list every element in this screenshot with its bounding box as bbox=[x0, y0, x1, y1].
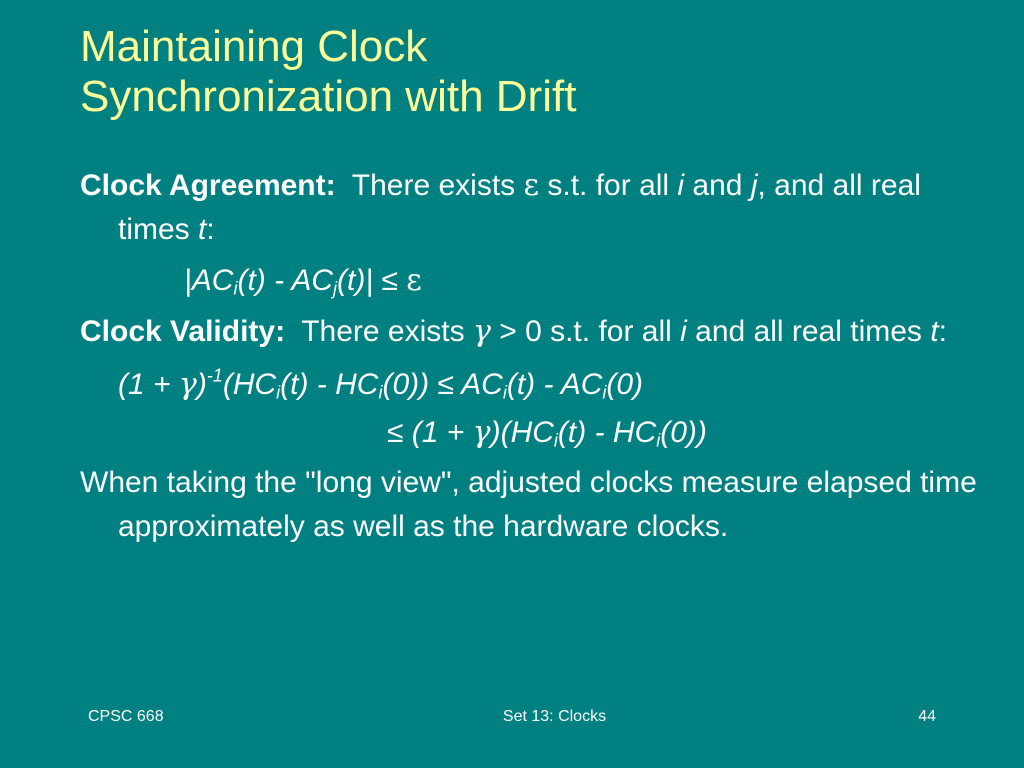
validity-equation-line-2 bbox=[80, 411, 980, 455]
clock-agreement-paragraph bbox=[80, 164, 980, 252]
var-j: j bbox=[750, 169, 758, 202]
eq-part: )(HC bbox=[490, 416, 554, 449]
eq-part: (t) - AC bbox=[506, 368, 603, 401]
superscript: -1 bbox=[206, 365, 223, 386]
subscript: i bbox=[502, 382, 507, 403]
eq-part: (0) bbox=[606, 368, 644, 401]
var-t: t bbox=[198, 213, 207, 246]
text: , and all real times bbox=[118, 169, 921, 246]
eq-part: (t) - HC bbox=[280, 368, 379, 401]
gamma-symbol: γ bbox=[472, 415, 491, 450]
agreement-equation bbox=[80, 259, 980, 303]
subscript: i bbox=[602, 382, 607, 403]
eq-part: (0)) ≤ AC bbox=[382, 368, 503, 401]
gamma-symbol: γ bbox=[472, 314, 491, 349]
eq-part: (t) - HC bbox=[557, 416, 657, 449]
text: : bbox=[206, 213, 215, 246]
slide-body bbox=[80, 164, 980, 549]
text: > 0 s.t. for all bbox=[490, 315, 681, 348]
eq-part: (t)| bbox=[337, 264, 382, 297]
eq-part: ≤ (1 + bbox=[387, 416, 473, 449]
var-t: t bbox=[930, 315, 939, 348]
text: s.t. for all bbox=[539, 169, 678, 202]
subscript: i bbox=[553, 430, 558, 451]
subscript: i bbox=[378, 382, 383, 403]
text: and bbox=[684, 169, 751, 202]
subscript: i bbox=[276, 382, 281, 403]
title-line-1: Maintaining Clock bbox=[80, 22, 428, 71]
eq-part: |AC bbox=[184, 264, 234, 297]
var-i: i bbox=[680, 315, 687, 348]
eq-part: (0)) bbox=[660, 416, 707, 449]
title-line-2: Synchronization with Drift bbox=[80, 72, 577, 121]
subscript: i bbox=[233, 278, 238, 299]
epsilon-symbol: ε bbox=[406, 263, 422, 298]
text: There exists bbox=[351, 169, 524, 202]
text: There exists bbox=[301, 315, 473, 348]
gamma-symbol: γ bbox=[178, 367, 197, 402]
subscript: j bbox=[333, 278, 338, 299]
clock-validity-paragraph bbox=[80, 310, 980, 354]
eq-part: (t) - AC bbox=[237, 264, 334, 297]
long-view-paragraph: When taking the "long view", adjusted clocks measure elapsed time approximately as well as the hardware clocks. bbox=[80, 466, 977, 543]
text: : bbox=[938, 315, 947, 348]
validity-equation-line-1 bbox=[80, 363, 980, 407]
clock-validity-label: Clock Validity: bbox=[80, 315, 286, 348]
epsilon-symbol: ε bbox=[523, 168, 540, 203]
text: and all real times bbox=[686, 315, 931, 348]
leq-symbol: ≤ bbox=[381, 264, 407, 297]
var-i: i bbox=[677, 169, 685, 202]
footer-page-number: 44 bbox=[918, 708, 936, 725]
footer-set: Set 13: Clocks bbox=[502, 708, 607, 725]
clock-agreement-label: Clock Agreement: bbox=[80, 169, 336, 202]
subscript: i bbox=[656, 430, 661, 451]
eq-part: ) bbox=[196, 368, 207, 401]
eq-part: (HC bbox=[222, 368, 277, 401]
footer-course: CPSC 668 bbox=[88, 708, 164, 725]
slide-title bbox=[80, 22, 980, 122]
eq-part: (1 + bbox=[118, 368, 179, 401]
